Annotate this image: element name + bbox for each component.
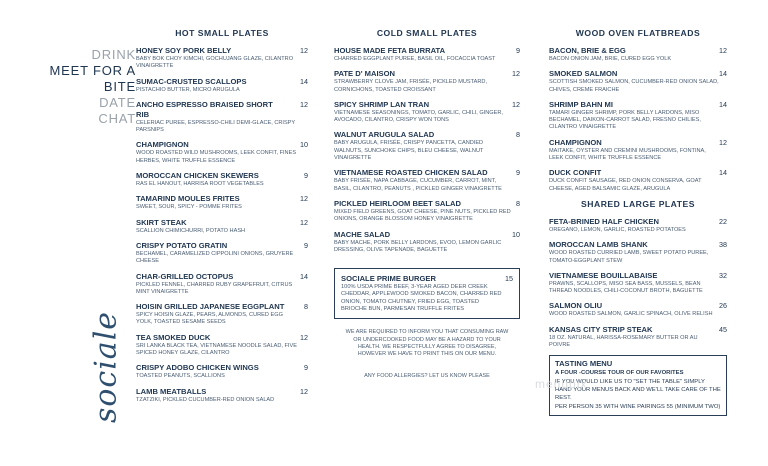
menu-item bbox=[334, 100, 520, 125]
menu-item bbox=[341, 274, 513, 313]
item-price: 14 bbox=[719, 99, 727, 109]
item-name: PATE D' MAISON bbox=[334, 69, 396, 79]
item-description: SRI LANKA BLACK TEA, VIETNAMESE NOODLE SALAD, FIVE SPICED HONEY GLAZE, CILANTRO bbox=[136, 342, 297, 357]
item-price: 10 bbox=[512, 229, 520, 239]
item-name: SHRIMP BAHN MI bbox=[549, 99, 613, 109]
item-price: 12 bbox=[512, 99, 520, 109]
item-name: LAMB MEATBALLS bbox=[136, 386, 207, 396]
item-name: CRISPY ADOBO CHICKEN WINGS bbox=[136, 363, 259, 373]
item-price: 14 bbox=[300, 76, 308, 86]
item-description: BABY MACHE, PORK BELLY LARDONS, EVOO, LEMON GARLIC DRESSING, OLIVE TAPENADE, BAGUETTE bbox=[334, 239, 502, 253]
item-description: DUCK CONFIT SAUSAGE, RED ONION CONSERVA, GOAT CHEESE, AGED BALSAMIC GLAZE, ARUGULA bbox=[549, 178, 702, 192]
item-price: 14 bbox=[300, 271, 308, 281]
item-description: 100% USDA PRIME BEEF, 3-YEAR AGED DEER CREEK CHEDDAR, APPLEWOOD SMOKED BACON, CHARRED RED ONION, TOMATO CHUTNEY, FRIED EGG, TOASTED BRIOCHE BUN, PARMESAN TRUFFLE FRITES bbox=[341, 284, 502, 313]
menu-item bbox=[334, 199, 520, 224]
item-price: 12 bbox=[300, 386, 308, 396]
hot-small-plates-column bbox=[136, 28, 308, 410]
item-price: 14 bbox=[719, 69, 727, 79]
item-price: 9 bbox=[304, 363, 308, 373]
item-price: 14 bbox=[719, 168, 727, 178]
item-description: WOOD ROASTED CURRIED LAMB, SWEET POTATO PUREE, TOMATO-EGGPLANT STEW bbox=[549, 250, 709, 264]
allergy-note: ANY FOOD ALLERGIES? LET US KNOW PLEASE bbox=[364, 372, 490, 379]
item-name: BACON, BRIE & EGG bbox=[549, 46, 626, 55]
menu-item bbox=[334, 46, 520, 63]
item-description: PRAWNS, SCALLOPS, MISO SEA BASS, MUSSELS, BEAN THREAD NOODLES, CHILI-COCONUT BROTH, BAGUETTE bbox=[549, 280, 703, 295]
menu-item bbox=[549, 168, 727, 193]
item-name: CHAR-GRILLED OCTOPUS bbox=[136, 271, 234, 281]
item-name: FETA-BRINED HALF CHICKEN bbox=[549, 216, 659, 226]
menu-item bbox=[334, 230, 520, 255]
watermark: menupix bbox=[535, 377, 588, 391]
item-description: BABY ARUGULA, FRISÉE, CRISPY PANCETTA, CANDIED WALNUTS, SUNCHOKE CHIPS, BLEU CHEESE, WALNUT VINAIGRETTE bbox=[334, 140, 484, 162]
item-name: WALNUT ARUGULA SALAD bbox=[334, 130, 435, 140]
wood-oven-list bbox=[549, 46, 727, 193]
item-price: 12 bbox=[719, 46, 727, 55]
item-description: 18 OZ. NATURAL, HARISSA-ROSEMARY BUTTER OR AU POIVRE bbox=[549, 334, 698, 349]
item-name: SMOKED SALMON bbox=[549, 69, 618, 79]
item-price: 32 bbox=[719, 270, 727, 280]
item-price: 12 bbox=[300, 99, 308, 109]
burger-box bbox=[334, 268, 520, 319]
item-description: OREGANO, LEMON, GARLIC, ROASTED POTATOES bbox=[549, 226, 686, 233]
item-price: 10 bbox=[300, 140, 308, 150]
tagline-date: DATE bbox=[99, 95, 136, 110]
item-name: PICKLED HEIRLOOM BEET SALAD bbox=[334, 198, 461, 208]
item-description: SPICY HOISIN GLAZE, PEARS, ALMONDS, CURED EGG YOLK, TOASTED SESAME SEEDS bbox=[136, 312, 283, 326]
shared-large-list bbox=[549, 217, 727, 349]
item-description: TOASTED PEANUTS, SCALLIONS bbox=[136, 373, 225, 380]
item-name: CHAMPIGNON bbox=[549, 137, 602, 147]
right-column bbox=[549, 28, 727, 416]
menu-item bbox=[549, 325, 727, 350]
item-description: SCOTTISH SMOKED SALMON, CUCUMBER-RED ONION SALAD, CHIVES, CREME FRAICHE bbox=[549, 79, 719, 93]
menu-item bbox=[334, 69, 520, 94]
tasting-line-2: IF YOU WOULD LIKE US TO "SET THE TABLE" SIMPLY HAND YOUR MENUS BACK AND WE'LL TAKE CARE OF THE REST. bbox=[555, 378, 721, 402]
item-description: MAITAKE, OYSTER AND CREMINI MUSHROOMS, FONTINA, LEEK CONFIT, WHITE TRUFFLE ESSENCE bbox=[549, 147, 706, 162]
item-description: BABY FRISÉE, NAPA CABBAGE, CUCUMBER, CARROT, MINT, BASIL, CILANTRO, PEANUTS , PICKLED GINGER VINAIGRETTE bbox=[334, 178, 502, 192]
item-price: 12 bbox=[300, 46, 308, 55]
item-name: DUCK CONFIT bbox=[549, 168, 602, 178]
item-description: SCALLION CHIMICHURRI, POTATO HASH bbox=[136, 227, 246, 234]
item-description: MIXED FIELD GREENS, GOAT CHEESE, PINE NUTS, PICKLED RED ONIONS, ORANGE BLOSSOM HONEY VINAIGRETTE bbox=[334, 208, 511, 223]
menu-item bbox=[549, 46, 727, 63]
item-price: 8 bbox=[516, 198, 520, 208]
logo-text: sociale bbox=[88, 310, 124, 424]
menu-item bbox=[136, 140, 308, 165]
item-price: 12 bbox=[719, 137, 727, 147]
item-name: ANCHO ESPRESSO BRAISED SHORT RIB bbox=[136, 99, 273, 119]
menu-item bbox=[136, 171, 308, 188]
hot-small-plates-title: HOT SMALL PLATES bbox=[175, 28, 269, 38]
menu-item bbox=[549, 100, 727, 132]
tagline-drink: DRINK bbox=[91, 47, 136, 62]
item-description: BECHAMEL, CARAMELIZED CIPPOLINI ONIONS, GRUYERE CHEESE bbox=[136, 250, 294, 265]
item-price: 9 bbox=[516, 46, 520, 55]
wood-oven-title: WOOD OVEN FLATBREADS bbox=[575, 28, 701, 38]
item-name: HOISIN GRILLED JAPANESE EGGPLANT bbox=[136, 302, 285, 312]
item-price: 15 bbox=[505, 274, 513, 284]
menu-item bbox=[136, 272, 308, 297]
item-name: MACHE SALAD bbox=[334, 229, 391, 239]
tasting-line-1: A FOUR -COURSE TOUR OF OUR FAVORITES bbox=[555, 370, 684, 377]
item-price: 8 bbox=[304, 302, 308, 312]
item-description: PISTACHIO BUTTER, MICRO ARUGULA bbox=[136, 86, 240, 93]
item-description: CELERIAC PUREE, ESPRESSO-CHILI DEMI-GLACE, CRISPY PARSNIPS bbox=[136, 119, 296, 134]
raw-food-notice: WE ARE REQUIRED TO INFORM YOU THAT CONSUMING RAW OR UNDERCOOKED FOOD MAY BE A HAZARD TO YOUR HEALTH. WE RESPECTFULLY AGREE TO DISAGREE, HOWEVER WE HAVE TO PRINT THIS ON OUR MENU. bbox=[345, 329, 509, 358]
tagline-chat: CHAT bbox=[98, 111, 136, 126]
item-description: CHARRED EGGPLANT PUREE, BASIL OIL, FOCACCIA TOAST bbox=[334, 56, 496, 62]
item-name: SPICY SHRIMP LAN TRAN bbox=[334, 99, 430, 109]
menu-item bbox=[136, 218, 308, 235]
item-name: CHAMPIGNON bbox=[136, 140, 189, 150]
menu-item bbox=[549, 217, 727, 234]
item-description: BACON ONION JAM, BRIE, CURED EGG YOLK bbox=[549, 56, 672, 62]
menu-item bbox=[136, 363, 308, 380]
item-price: 12 bbox=[300, 194, 308, 204]
tasting-line-3: PER PERSON 35 WITH WINE PAIRINGS 55 (MINIMUM TWO) bbox=[555, 403, 721, 410]
menu-item bbox=[549, 138, 727, 163]
item-price: 9 bbox=[516, 168, 520, 178]
menu-item bbox=[549, 69, 727, 94]
item-price: 12 bbox=[300, 332, 308, 342]
item-name: SALMON OLIU bbox=[549, 301, 603, 311]
menu-item bbox=[136, 77, 308, 94]
menu-item bbox=[136, 333, 308, 358]
menu-item bbox=[136, 241, 308, 266]
item-description: TAMARI GINGER SHRIMP, PORK BELLY LARDONS, MISO BECHAMEL, DAIKON-CARROT SALAD, FRESNO CHILIES, CILANTRO VINAIGRETTE bbox=[549, 109, 701, 131]
menu-item bbox=[549, 240, 727, 265]
cold-small-plates-column bbox=[334, 28, 520, 379]
item-name: KANSAS CITY STRIP STEAK bbox=[549, 324, 653, 334]
item-price: 38 bbox=[719, 240, 727, 250]
menu-item bbox=[334, 168, 520, 193]
sociale-logo bbox=[86, 292, 126, 442]
cold-small-plates-title: COLD SMALL PLATES bbox=[376, 28, 478, 38]
item-description: WOOD ROASTED SALMON, GARLIC SPINACH, OLIVE RELISH bbox=[549, 311, 713, 318]
item-description: SWEET, SOUR, SPICY - POMME FRITES bbox=[136, 204, 242, 211]
item-name: TEA SMOKED DUCK bbox=[136, 332, 211, 342]
item-name: VIETNAMESE BOUILLABAISE bbox=[549, 270, 658, 280]
item-description: WOOD ROASTED WILD MUSHROOMS, LEEK CONFIT, FINES HERBES, WHITE TRUFFLE ESSENCE bbox=[136, 150, 297, 164]
menu-item bbox=[549, 301, 727, 318]
item-name: VIETNAMESE ROASTED CHICKEN SALAD bbox=[334, 168, 488, 178]
menu-item bbox=[549, 271, 727, 296]
item-price: 45 bbox=[719, 324, 727, 334]
cold-small-plates-list bbox=[334, 46, 520, 254]
item-description: STRAWBERRY CLOVE JAM, FRISÉE, PICKLED MUSTARD, CORNICHONS, TOASTED CROISSANT bbox=[334, 79, 488, 93]
item-name: HONEY SOY PORK BELLY bbox=[136, 46, 232, 55]
menu-item bbox=[136, 387, 308, 404]
item-name: SOCIALE PRIME BURGER bbox=[341, 274, 436, 284]
item-price: 12 bbox=[300, 217, 308, 227]
item-price: 12 bbox=[512, 69, 520, 79]
item-price: 8 bbox=[516, 130, 520, 140]
menu-item bbox=[136, 194, 308, 211]
item-description: TZATZIKI, PICKLED CUCUMBER-RED ONION SALAD bbox=[136, 396, 275, 403]
taglines bbox=[48, 47, 136, 127]
item-name: HOUSE MADE FETA BURRATA bbox=[334, 46, 446, 55]
menu-item bbox=[136, 302, 308, 327]
item-name: SUMAC-CRUSTED SCALLOPS bbox=[136, 76, 247, 86]
hot-small-plates-list bbox=[136, 46, 308, 404]
item-description: BABY BOK CHOY KIMCHI, GOCHUJANG GLAZE, CILANTRO VINAIGRETTE bbox=[136, 56, 294, 70]
item-description: PICKLED FENNEL, CHARRED RUBY GRAPEFRUIT, CITRUS MINT VINAIGRETTE bbox=[136, 281, 293, 295]
tasting-menu-title: TASTING MENU bbox=[555, 359, 613, 369]
item-name: TAMARIND MOULES FRITES bbox=[136, 194, 240, 204]
item-name: CRISPY POTATO GRATIN bbox=[136, 240, 228, 250]
tagline-meet: MEET FOR A BITE bbox=[49, 63, 136, 94]
item-description: RAS EL HANOUT, HARRISA ROOT VEGETABLES bbox=[136, 181, 264, 188]
item-name: MOROCCAN LAMB SHANK bbox=[549, 240, 648, 250]
item-price: 26 bbox=[719, 301, 727, 311]
shared-large-title: SHARED LARGE PLATES bbox=[581, 198, 695, 209]
item-name: SKIRT STEAK bbox=[136, 217, 187, 227]
item-price: 9 bbox=[304, 240, 308, 250]
menu-item bbox=[334, 130, 520, 162]
item-price: 22 bbox=[719, 216, 727, 226]
menu-item bbox=[136, 46, 308, 71]
item-description: VIETNAMESE SEASONINGS, TOMATO, GARLIC, CHILI, GINGER, AVOCADO, CILANTRO, CRISPY WON TONS bbox=[334, 109, 503, 124]
item-name: MOROCCAN CHICKEN SKEWERS bbox=[136, 171, 259, 181]
item-price: 9 bbox=[304, 171, 308, 181]
menu-item bbox=[136, 100, 308, 135]
